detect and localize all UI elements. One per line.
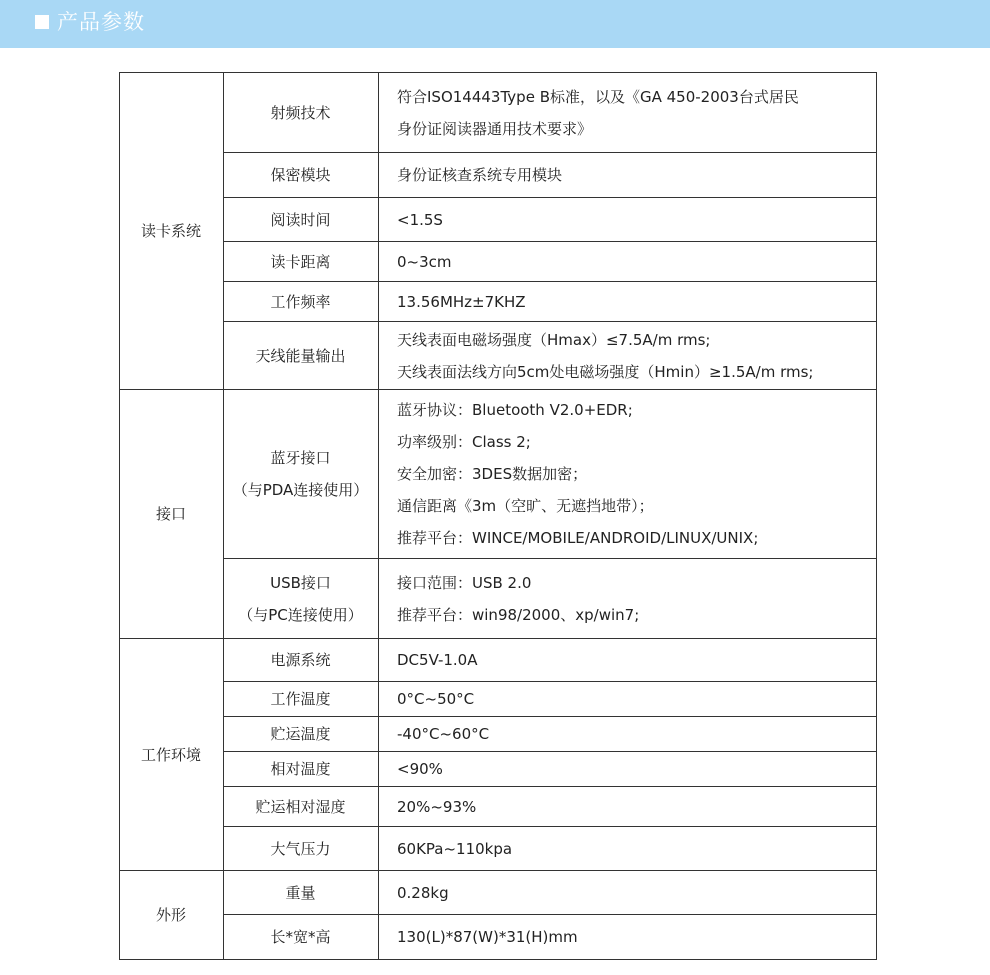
spec-name xyxy=(223,153,378,197)
spec-value xyxy=(397,871,875,914)
spec-name xyxy=(223,639,378,681)
spec-name-line: 蓝牙接口 xyxy=(270,449,331,467)
spec-name xyxy=(223,242,378,281)
category-label-text: 读卡系统 xyxy=(140,222,201,240)
spec-name-line: 工作温度 xyxy=(270,690,331,708)
spec-value xyxy=(397,282,875,321)
spec-name-line: 贮运相对湿度 xyxy=(255,797,346,816)
spec-value xyxy=(397,639,875,681)
spec-value-line: 130(L)*87(W)*31(H)mm xyxy=(397,928,578,946)
spec-value xyxy=(397,787,875,826)
spec-name-line: 阅读时间 xyxy=(270,210,331,229)
spec-value-line: 天线表面电磁场强度（Hmax）≤7.5A/m rms; xyxy=(397,330,711,349)
category-label xyxy=(119,871,223,959)
spec-name xyxy=(223,827,378,870)
category-label xyxy=(119,390,223,638)
spec-name-line: 保密模块 xyxy=(270,166,331,184)
spec-name-line: 相对温度 xyxy=(270,760,331,778)
spec-value xyxy=(397,322,875,389)
spec-value-line: 身份证核查系统专用模块 xyxy=(397,166,563,184)
category-label-text: 接口 xyxy=(155,505,186,523)
spec-name xyxy=(223,871,378,914)
spec-value xyxy=(397,752,875,786)
spec-value xyxy=(397,559,875,638)
spec-name-line: 电源系统 xyxy=(270,651,331,669)
spec-value-line: 推荐平台：WINCE/MOBILE/ANDROID/LINUX/UNIX; xyxy=(397,529,759,547)
spec-value xyxy=(397,242,875,281)
spec-value-line: 20%~93% xyxy=(397,797,477,816)
table-border-bottom xyxy=(119,959,877,960)
spec-value-line: 推荐平台：win98/2000、xp/win7; xyxy=(397,605,640,624)
spec-name-line: 射频技术 xyxy=(270,103,331,122)
spec-value xyxy=(397,73,875,152)
spec-name xyxy=(223,282,378,321)
spec-name-line: USB接口 xyxy=(270,573,331,592)
spec-value-line: 0.28kg xyxy=(397,883,449,902)
category-label xyxy=(119,639,223,870)
spec-name-line: 长*宽*高 xyxy=(270,928,331,946)
spec-name xyxy=(223,390,378,558)
spec-value-line: <90% xyxy=(397,760,443,778)
spec-name xyxy=(223,787,378,826)
spec-name-line: 工作频率 xyxy=(270,292,331,311)
spec-value-line: 天线表面法线方向5cm处电磁场强度（Hmin）≥1.5A/m rms; xyxy=(397,362,814,381)
spec-name xyxy=(223,915,378,959)
spec-name-line: 重量 xyxy=(285,883,316,902)
spec-value xyxy=(397,827,875,870)
spec-value-line: DC5V-1.0A xyxy=(397,651,478,669)
spec-value-line: 功率级别：Class 2; xyxy=(397,433,531,451)
spec-name xyxy=(223,322,378,389)
spec-name xyxy=(223,717,378,751)
spec-value-line: 13.56MHz±7KHZ xyxy=(397,292,526,311)
category-label-text: 工作环境 xyxy=(140,745,201,764)
spec-value-line: 蓝牙协议：Bluetooth V2.0+EDR; xyxy=(397,401,633,419)
spec-value xyxy=(397,198,875,241)
spec-value xyxy=(397,717,875,751)
spec-value xyxy=(397,153,875,197)
spec-name xyxy=(223,73,378,152)
section-title: 产品参数 xyxy=(57,10,145,34)
category-label xyxy=(119,73,223,389)
spec-value xyxy=(397,390,875,558)
spec-value-line: -40°C~60°C xyxy=(397,725,490,743)
spec-value xyxy=(397,915,875,959)
spec-value-line: 符合ISO14443Type B标准，以及《GA 450-2003台式居民 xyxy=(397,87,799,106)
spec-value xyxy=(397,682,875,716)
spec-name xyxy=(223,752,378,786)
spec-name-line: （与PC连接使用） xyxy=(238,605,363,624)
category-label-text: 外形 xyxy=(155,906,186,924)
spec-value-line: 身份证阅读器通用技术要求》 xyxy=(397,119,593,138)
spec-name-line: （与PDA连接使用） xyxy=(232,481,369,499)
spec-name-line: 贮运温度 xyxy=(270,725,331,743)
spec-name-line: 大气压力 xyxy=(270,839,331,858)
spec-value-line: 0~3cm xyxy=(397,252,452,271)
spec-name-line: 读卡距离 xyxy=(270,252,331,271)
spec-value-line: 60KPa~110kpa xyxy=(397,839,513,858)
spec-name-line: 天线能量输出 xyxy=(255,346,346,365)
spec-value-line: 通信距离《3m（空旷、无遮挡地带）； xyxy=(397,497,654,515)
spec-value-line: 0°C~50°C xyxy=(397,690,475,708)
spec-value-line: <1.5S xyxy=(397,210,443,229)
spec-name xyxy=(223,559,378,638)
spec-name xyxy=(223,198,378,241)
spec-value-line: 接口范围：USB 2.0 xyxy=(397,573,532,592)
spec-name xyxy=(223,682,378,716)
spec-value-line: 安全加密：3DES数据加密； xyxy=(397,465,588,483)
